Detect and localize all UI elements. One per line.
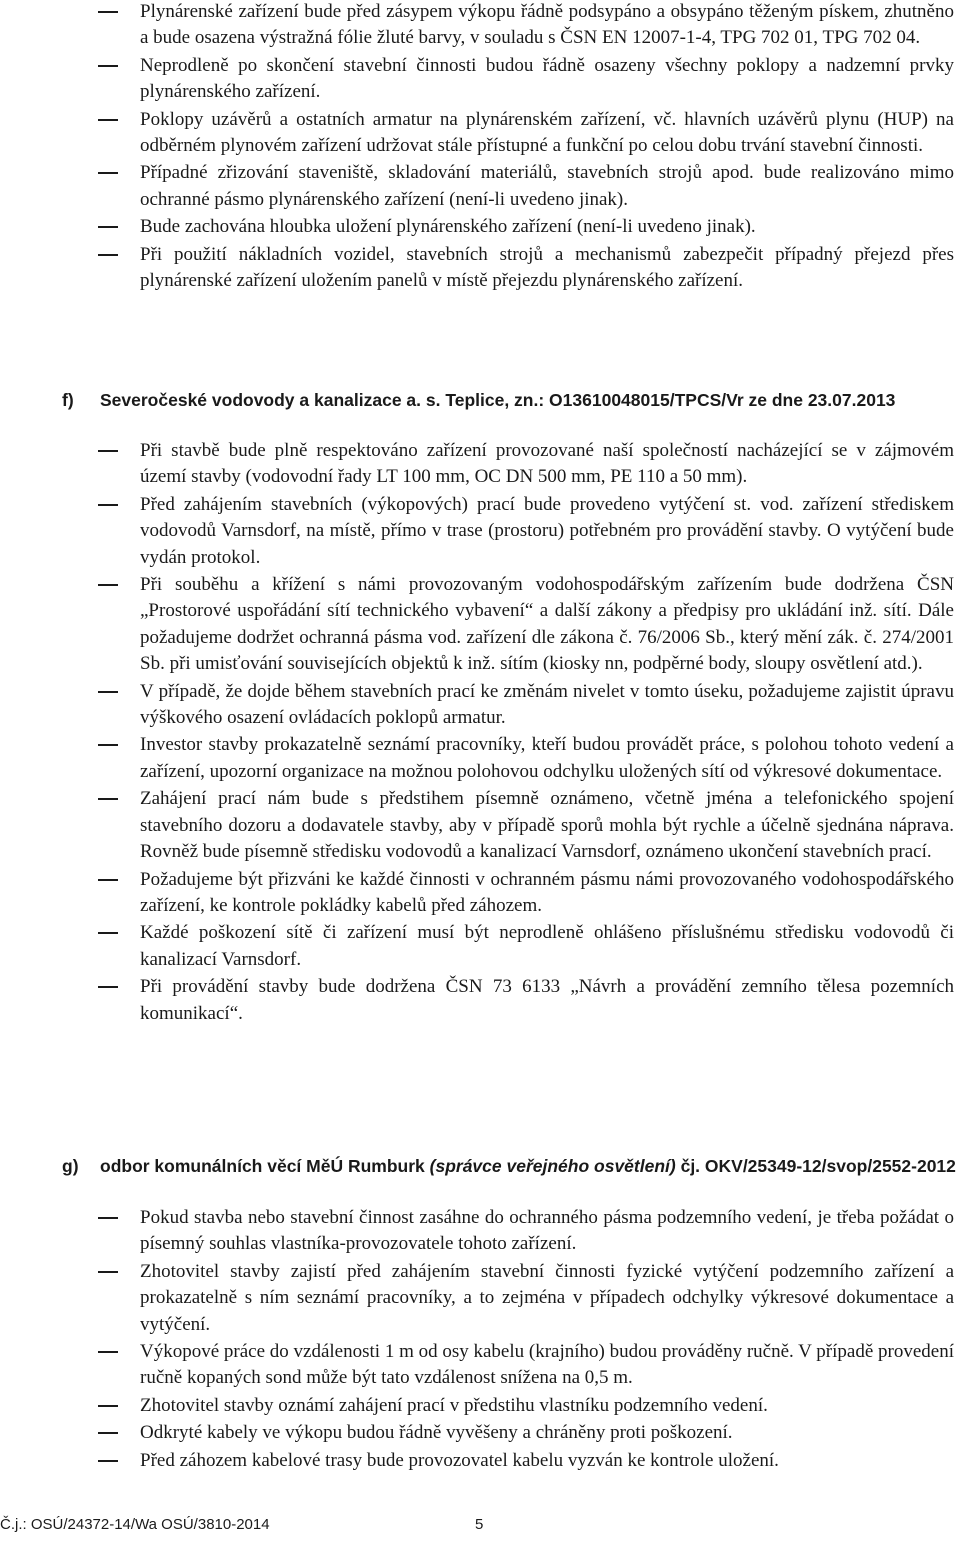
dash-bullet-icon [98,1405,118,1407]
bullet-item [0,1259,960,1338]
dash-bullet-icon [98,172,118,174]
dash-bullet-icon [98,932,118,934]
bullet-text: Při souběhu a křížení s námi provozovaným vodohospodářským zařízením bude dodržena ČSN „Prostorové uspořádání sítí technického vybavení“ a další zákony a předpisy pro ukládání inž. sítí. Dále požadujeme dodržet ochranná pásma vod. zařízení dle zákona č. 76/2006 Sb., který mění zák. č. 274/2001 Sb. při umisťování souvisejících objektů k inž. sítím (kiosky nn, podpěrné body, sloupy osvětlení atd.). [140,574,954,675]
dash-bullet-icon [98,450,118,452]
bullet-item [0,107,960,160]
bullet-text: Před zahájením stavebních (výkopových) prací bude provedeno vytýčení st. vod. zařízení střediskem vodovodů Varnsdorf, na místě, přímo v trase (prostoru) potřebném pro provádění stavby. O vytýčení bude vydán protokol. [140,493,954,568]
bullet-item [0,786,960,865]
bullet-item [0,1420,960,1446]
bullet-item [0,214,960,240]
dash-bullet-icon [98,1271,118,1273]
bullet-text: Poklopy uzávěrů a ostatních armatur na plynárenském zařízení, vč. hlavních uzávěrů plynu (HUP) na odběrném plynovém zařízení udržovat stále přístupné a funkční po celou dobu trvání stavební činnosti. [140,108,954,157]
bullet-item [0,438,960,491]
dash-bullet-icon [98,986,118,988]
dash-bullet-icon [98,1460,118,1462]
bullet-list-lighting [0,1205,960,1475]
dash-bullet-icon [98,584,118,586]
bullet-item [0,53,960,106]
bullet-item [0,492,960,571]
dash-bullet-icon [98,879,118,881]
dash-bullet-icon [98,1432,118,1434]
section-title-g-italic: (správce veřejného osvětlení) [429,1156,676,1176]
bullet-text: Požadujeme být přizváni ke každé činnosti v ochranném pásmu námi provozovaného vodohospodářského zařízení, ke kontrole pokládky kabelů před záhozem. [140,868,954,916]
bullet-item [0,867,960,920]
dash-bullet-icon [98,119,118,121]
bullet-text: Plynárenské zařízení bude před zásypem výkopu řádně podsypáno a obsypáno těženým pískem, zhutněno a bude osazena výstražná fólie žluté barvy, v souladu s ČSN EN 12007-1-4, TPG 702 01, TPG 702 04. [140,1,954,49]
bullet-text: V případě, že dojde během stavebních prací ke změnám nivelet v tomto úseku, požadujeme zajistit úpravu výškového osazení ovládacích poklopů armatur. [140,680,954,729]
bullet-text: Zhotovitel stavby oznámí zahájení prací v předstihu vlastníku podzemního vedení. [140,1394,768,1416]
bullet-item [0,242,960,295]
section-heading-g [62,1153,956,1179]
bullet-text: Pokud stavba nebo stavební činnost zasáhne do ochranného pásma podzemního vedení, je třeba požádat o písemný souhlas vlastníka-provozovatele tohoto zařízení. [140,1207,954,1255]
bullet-text: Při použití nákladních vozidel, stavebních strojů a mechanismů zabezpečit případný přejezd přes plynárenské zařízení uložením panelů v místě přejezdu plynárenského zařízení. [140,243,954,292]
bullet-item [0,572,960,678]
dash-bullet-icon [98,226,118,228]
dash-bullet-icon [98,1351,118,1353]
dash-bullet-icon [98,504,118,506]
bullet-item [0,160,960,213]
bullet-item [0,1393,960,1419]
bullet-text: Zahájení prací nám bude s předstihem písemně oznámeno, včetně jména a telefonického spojení stavebního dozoru a dodavatele stavby, aby v případě sporů mohla být rychle a účelně sjednána náprava. Rovněž bude písemně středisku vodovodů a kanalizací Varnsdorf, oznámeno ukončení stavebních prací. [140,788,954,863]
section-letter-f: f) [62,390,74,410]
bullet-list-water [0,438,960,1028]
dash-bullet-icon [98,254,118,256]
page-number: 5 [475,1516,484,1533]
bullet-item [0,1205,960,1258]
bullet-item [0,0,960,52]
bullet-item [0,1339,960,1392]
dash-bullet-icon [98,691,118,693]
dash-bullet-icon [98,744,118,746]
bullet-item [0,920,960,973]
section-title-g [100,1153,956,1179]
bullet-text: Při stavbě bude plně respektováno zařízení provozované naší společností nacházející se v zájmovém území stavby (vodovodní řady LT 100 mm, OC DN 500 mm, PE 110 a 50 mm). [140,440,954,488]
bullet-text: Bude zachována hloubka uložení plynárenského zařízení (není-li uvedeno jinak). [140,216,756,238]
section-title-g-post: čj. OKV/25349-12/svop/2552-2012 [675,1156,956,1176]
bullet-text: Před záhozem kabelové trasy bude provozovatel kabelu vyzván ke kontrole uložení. [140,1449,779,1471]
bullet-text: Zhotovitel stavby zajistí před zahájením stavební činnosti fyzické vytýčení podzemního zařízení a prokazatelně s ním seznámí pracovníky, a to zejména v případech odchylky výkresové dokumentace a vytýčení. [140,1260,954,1335]
bullet-list-gas [0,0,960,295]
bullet-text: Odkryté kabely ve výkopu budou řádně vyvěšeny a chráněny proti poškození. [140,1422,733,1444]
bullet-text: Při provádění stavby bude dodržena ČSN 73 6133 „Návrh a provádění zemního tělesa pozemních komunikací“. [140,976,954,1024]
dash-bullet-icon [98,1217,118,1219]
footer-reference: Č.j.: OSÚ/24372-14/Wa OSÚ/3810-2014 [0,1516,270,1533]
bullet-item [0,974,960,1027]
bullet-text: Výkopové práce do vzdálenosti 1 m od osy kabelu (krajního) budou prováděny ručně. V případě provedení ručně kopaných sond může být tato vzdálenost snížena na 0,5 m. [140,1341,954,1389]
bullet-item [0,732,960,785]
section-heading-f [62,387,956,413]
bullet-text: Investor stavby prokazatelně seznámí pracovníky, kteří budou provádět práce, s polohou tohoto vedení a zařízení, upozorní organizace na možnou polohovou odchylku uložených sítí od výkresové dokumentace. [140,734,954,782]
bullet-item [0,679,960,732]
bullet-text: Neprodleně po skončení stavební činnosti budou řádně osazeny všechny poklopy a nadzemní prvky plynárenského zařízení. [140,54,954,103]
dash-bullet-icon [98,65,118,67]
dash-bullet-icon [98,11,118,13]
dash-bullet-icon [98,798,118,800]
bullet-text: Případné zřizování staveniště, skladování materiálů, stavebních strojů apod. bude realizováno mimo ochranné pásmo plynárenského zařízení (není-li uvedeno jinak). [140,162,954,210]
section-title-g-pre: odbor komunálních věcí MěÚ Rumburk [100,1156,430,1176]
section-letter-g: g) [62,1156,79,1176]
bullet-text: Každé poškození sítě či zařízení musí být neprodleně ohlášeno příslušnému středisku vodovodů či kanalizací Varnsdorf. [140,922,954,970]
bullet-item [0,1448,960,1474]
section-title-f: Severočeské vodovody a kanalizace a. s. Teplice, zn.: O13610048015/TPCS/Vr ze dne 23.07.2013 [100,390,896,410]
